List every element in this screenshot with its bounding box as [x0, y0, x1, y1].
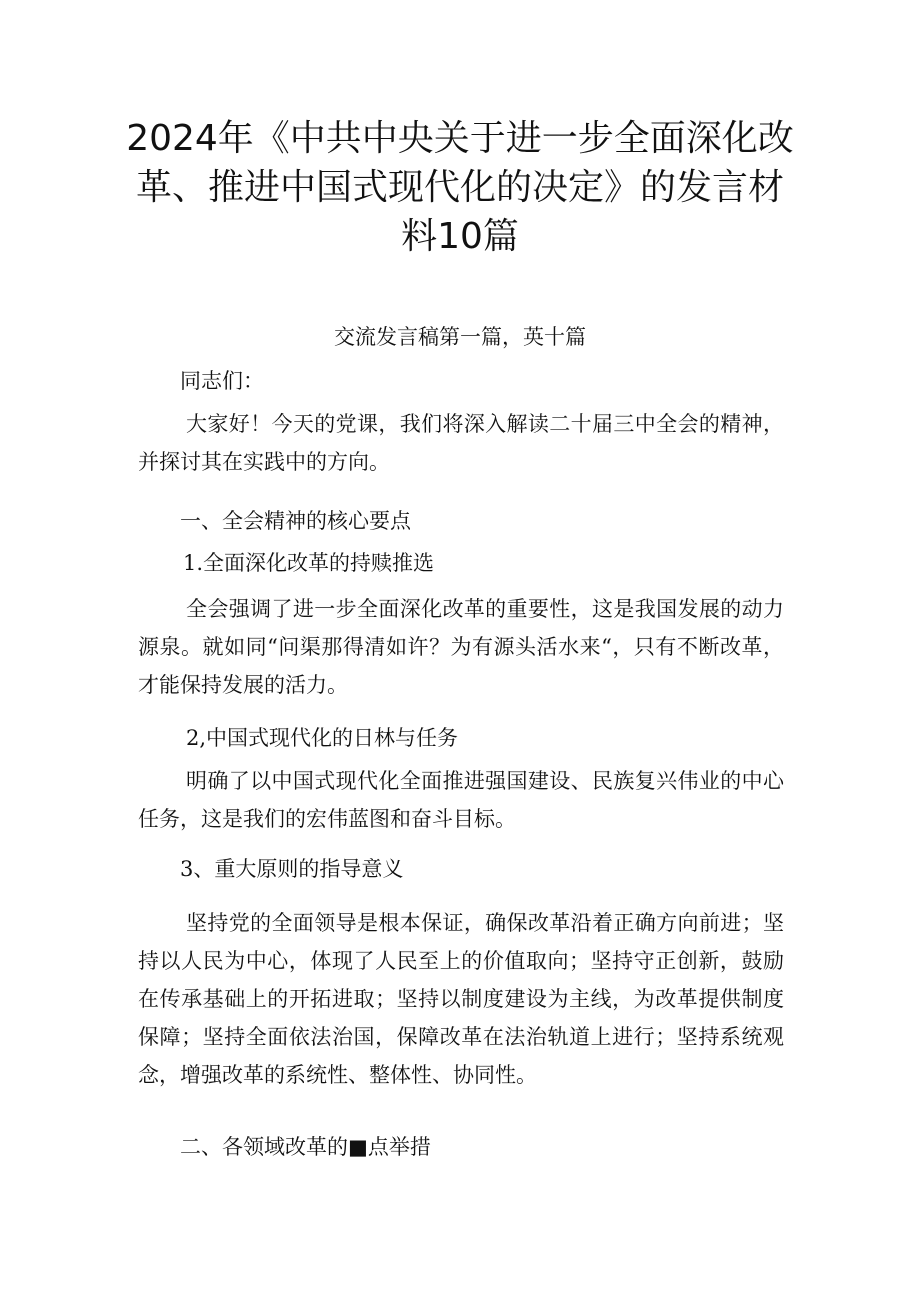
section1-item2-text: 明确了以中国式现代化全面推进强国建设、民族复兴伟业的中心任务，这是我们的宏伟蓝图和奋斗目标。: [138, 769, 784, 831]
document-subtitle: 交流发言稿第一篇，英十篇: [334, 325, 586, 349]
section1-item1-heading: 1.全面深化改革的持赎推选: [183, 551, 435, 575]
section1-item2-heading: 2,中国式现代化的日林与任务: [186, 726, 459, 750]
section1-heading: 一、全会精神的核心要点: [180, 509, 411, 533]
section1-item3-text: 坚持党的全面领导是根本保证，确保改革沿着正确方向前进；坚持以人民为中心，体现了人民至上的价值取向；坚持守正创新，鼓励在传承基础上的开拓进取；坚持以制度建设为主线，为改革提供制度保障；坚持全面依法治国，保障改革在法治轨道上进行；坚持系统观念，增强改革的系统性、整体性、协同性。: [138, 911, 784, 1087]
section1-item3-heading: 3、重大原则的指导意义: [180, 857, 404, 881]
salutation: 同志们：: [180, 369, 264, 393]
section2-heading: 二、各领域改革的■点举措: [180, 1135, 431, 1159]
section1-item1-text: 全会强调了进一步全面深化改革的重要性，这是我国发展的动力源泉。就如同“问渠那得清如许？为有源头活水来“，只有不断改革，才能保持发展的活力。: [138, 597, 784, 697]
document-title: 2024年《中共中央关于进一步全面深化改革、推进中国式现代化的决定》的发言材料10篇: [126, 118, 794, 257]
intro-paragraph: 大家好！今天的党课，我们将深入解读二十届三中全会的精神，并探讨其在实践中的方向。: [138, 412, 784, 474]
